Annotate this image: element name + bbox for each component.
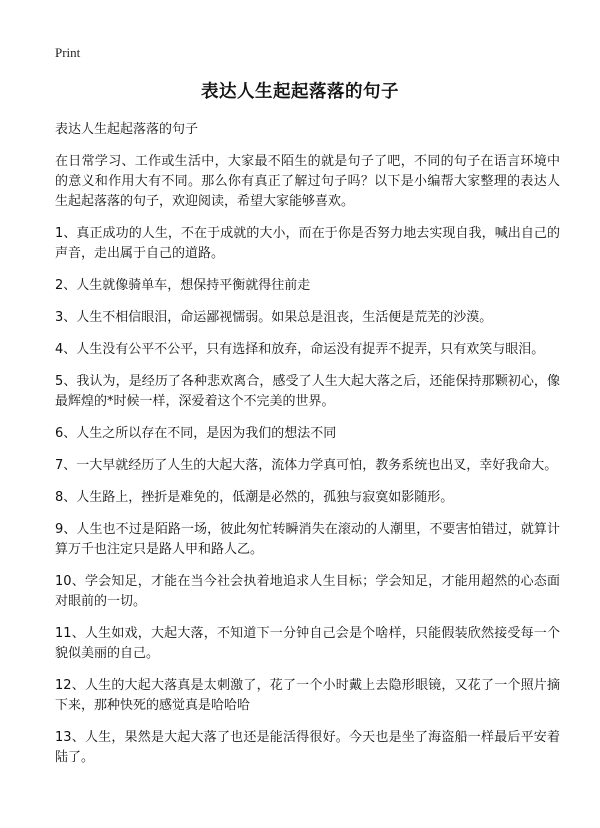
list-item: 13、人生，果然是大起大落了也还是能活得很好。今天也是坐了海盗船一样最后平安着陆了。 — [55, 730, 560, 765]
article-subtitle: 表达人生起起落落的句子 — [55, 122, 199, 137]
list-item: 10、学会知足，才能在当今社会执着地追求人生目标；学会知足，才能用超然的心态面对眼前的一切。 — [55, 574, 560, 609]
list-item: 12、人生的大起大落真是太刺激了，花了一个小时戴上去隐形眼镜，又花了一个照片摘下来，那种快死的感觉真是哈哈哈 — [55, 678, 560, 713]
list-item: 11、人生如戏，大起大落，不知道下一分钟自己会是个啥样，只能假装欣然接受每一个貌似美丽的自己。 — [55, 626, 560, 661]
list-item: 9、人生也不过是陌路一场，彼此匆忙转瞬消失在滚动的人潮里，不要害怕错过，就算计算万千也注定只是路人甲和路人乙。 — [55, 522, 560, 557]
intro-paragraph: 在日常学习、工作或生活中，大家最不陌生的就是句子了吧，不同的句子在语言环境中的意义和作用大有不同。那么你有真正了解过句子吗？以下是小编帮大家整理的表达人生起起落落的句子，欢迎阅读，希望大家能够喜欢。 — [55, 154, 560, 209]
list-item: 3、人生不相信眼泪，命运鄙视懦弱。如果总是沮丧，生活便是荒芜的沙漠。 — [55, 310, 493, 325]
list-item: 6、人生之所以存在不同，是因为我们的想法不同 — [55, 426, 337, 441]
list-item: 4、人生没有公平不公平，只有选择和放弃，命运没有捉弄不捉弄，只有欢笑与眼泪。 — [55, 342, 545, 357]
list-item: 5、我认为，是经历了各种悲欢离合，感受了人生大起大落之后，还能保持那颗初心，像最辉煌的*时候一样，深爱着这个不完美的世界。 — [55, 374, 560, 409]
list-item: 2、人生就像骑单车，想保持平衡就得往前走 — [55, 278, 311, 293]
list-item: 8、人生路上，挫折是难免的，低潮是必然的，孤独与寂寞如影随形。 — [55, 490, 454, 505]
list-item: 7、一大早就经历了人生的大起大落，流体力学真可怕，教务系统也出叉，幸好我命大。 — [55, 458, 558, 473]
page-title: 表达人生起起落落的句子 — [201, 82, 399, 102]
list-item: 1、真正成功的人生，不在于成就的大小，而在于你是否努力地去实现自我，喊出自己的声音，走出属于自己的道路。 — [55, 226, 560, 261]
print-link[interactable]: Print — [55, 45, 81, 60]
article-body — [55, 120, 560, 780]
